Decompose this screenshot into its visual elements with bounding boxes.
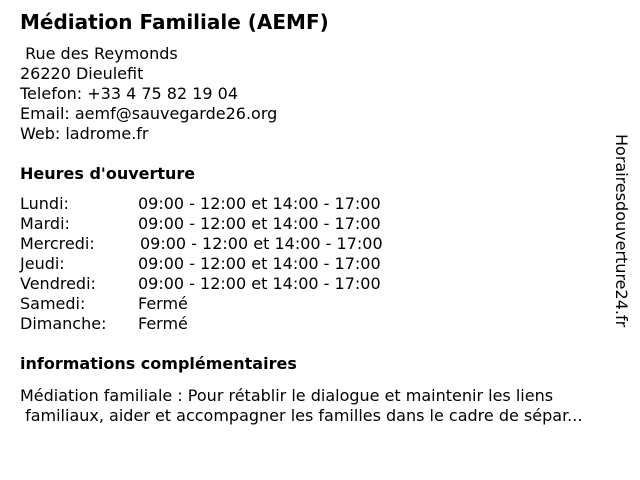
time-value: 09:00 - 12:00 et 14:00 - 17:00: [140, 234, 383, 253]
time-value: 09:00 - 12:00 et 14:00 - 17:00: [138, 194, 381, 213]
time-value: 09:00 - 12:00 et 14:00 - 17:00: [138, 214, 381, 233]
business-title: Médiation Familiale (AEMF): [20, 10, 329, 34]
time-value: 09:00 - 12:00 et 14:00 - 17:00: [138, 254, 381, 273]
postal-city: 26220 Dieulefit: [20, 64, 144, 83]
info-line: familiaux, aider et accompagner les familles dans le cadre de sépar...: [20, 406, 583, 425]
day-label: Dimanche:: [20, 314, 107, 333]
time-value: Fermé: [138, 314, 188, 333]
time-value: Fermé: [138, 294, 188, 313]
website: Web: ladrome.fr: [20, 124, 149, 143]
day-label: Mercredi:: [20, 234, 95, 253]
day-label: Samedi:: [20, 294, 86, 313]
address-block: [20, 44, 277, 144]
phone-number: Telefon: +33 4 75 82 19 04: [20, 84, 239, 103]
time-value: 09:00 - 12:00 et 14:00 - 17:00: [138, 274, 381, 293]
day-label: Vendredi:: [20, 274, 96, 293]
info-line: Médiation familiale : Pour rétablir le dialogue et maintenir les liens: [20, 386, 554, 405]
day-label: Jeudi:: [20, 254, 65, 273]
day-label: Mardi:: [20, 214, 70, 233]
street-address: Rue des Reymonds: [20, 44, 178, 63]
day-label: Lundi:: [20, 194, 69, 213]
hours-heading: Heures d'ouverture: [20, 164, 196, 183]
email-address: Email: aemf@sauvegarde26.org: [20, 104, 278, 123]
info-heading: informations complémentaires: [20, 354, 297, 373]
info-description: [20, 386, 632, 426]
site-watermark: Horairesdouverture24.fr: [612, 134, 631, 328]
watermark-container: [611, 134, 631, 344]
